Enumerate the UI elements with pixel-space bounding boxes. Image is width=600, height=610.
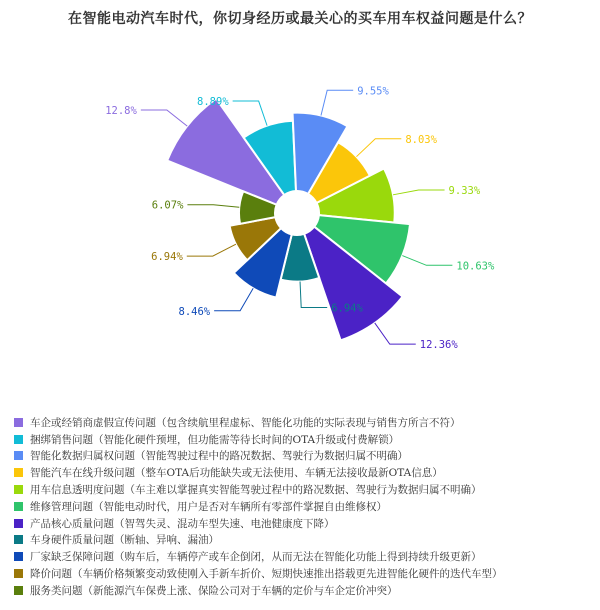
- leader-line-3: [321, 90, 353, 115]
- leader-line-7: [375, 323, 416, 344]
- legend-swatch: [14, 552, 23, 561]
- legend-label: 产品核心质量问题（智驾失灵、混动车型失速、电池健康度下降）: [30, 517, 335, 530]
- data-label-9: 8.46%: [178, 305, 211, 318]
- data-label-6: 10.63%: [456, 260, 495, 273]
- legend-swatch: [14, 519, 23, 528]
- legend-swatch: [14, 468, 23, 477]
- legend-swatch: [14, 535, 23, 544]
- chart-title: 在智能电动汽车时代，你切身经历或最关心的买车用车权益问题是什么？: [68, 11, 532, 27]
- legend-label: 智能汽车在线升级问题（整车OTA后功能缺失或无法使用、车辆无法接收最新OTA信息）: [30, 467, 443, 480]
- leader-line-4: [356, 139, 401, 157]
- legend-label: 降价问题（车辆价格频繁变动致使刚入手新车折价、短期快速推出搭载更先进智能化硬件的迭代车型）: [30, 568, 503, 581]
- legend-item-8[interactable]: [14, 532, 594, 549]
- leader-line-6: [402, 256, 452, 266]
- data-label-7: 12.36%: [419, 339, 458, 352]
- legend-item-3[interactable]: [14, 448, 594, 465]
- chart-slices: [167, 99, 410, 341]
- legend-label: 服务类问题（新能源汽车保费上涨、保险公司对于车辆的定价与车企定价冲突）: [30, 584, 398, 597]
- data-label-1: 12.8%: [105, 104, 137, 117]
- legend-swatch: [14, 586, 23, 595]
- legend-label: 车企或经销商虚假宣传问题（包含续航里程虚标、智能化功能的实际表现与销售方所言不符）: [30, 416, 461, 429]
- legend-item-11[interactable]: [14, 582, 594, 599]
- data-label-11: 6.07%: [151, 199, 184, 212]
- data-label-8: 6.94%: [331, 302, 363, 315]
- leader-line-9: [214, 288, 253, 310]
- legend-label: 捆绑销售问题（智能化硬件预埋，但功能需等待长时间的OTA升级或付费解锁）: [30, 433, 400, 446]
- legend-swatch: [14, 451, 23, 460]
- legend-item-6[interactable]: [14, 498, 594, 515]
- leader-line-2: [233, 101, 267, 126]
- legend-item-5[interactable]: [14, 481, 594, 498]
- data-label-3: 9.55%: [357, 85, 389, 98]
- legend-item-4[interactable]: [14, 464, 594, 481]
- leader-line-10: [187, 244, 236, 256]
- leader-line-1: [141, 110, 187, 126]
- legend-swatch: [14, 418, 23, 427]
- legend-label: 车身硬件质量问题（断轴、异响、漏油）: [30, 534, 219, 547]
- legend-item-2[interactable]: [14, 431, 594, 448]
- legend-label: 智能化数据归属权问题（智能驾驶过程中的路况数据、驾驶行为数据归属不明确）: [30, 450, 408, 463]
- legend-swatch: [14, 569, 23, 578]
- chart-legend: [14, 414, 594, 599]
- legend-item-1[interactable]: [14, 414, 594, 431]
- data-label-4: 8.03%: [405, 133, 437, 146]
- legend-item-10[interactable]: [14, 565, 594, 582]
- legend-item-7[interactable]: [14, 515, 594, 532]
- data-label-5: 9.33%: [448, 184, 481, 197]
- legend-label: 厂家缺乏保障问题（购车后，车辆停产或车企倒闭，从而无法在智能化功能上得到持续升级更新）: [30, 551, 482, 564]
- leader-line-11: [187, 205, 239, 208]
- legend-label: 维修管理问题（智能电动时代，用户是否对车辆所有零部件掌握自由维修权）: [30, 500, 387, 513]
- legend-swatch: [14, 435, 23, 444]
- data-label-2: 8.89%: [197, 96, 229, 109]
- data-label-10: 6.94%: [151, 251, 183, 264]
- leader-line-5: [393, 190, 445, 195]
- legend-label: 用车信息透明度问题（车主难以掌握真实智能驾驶过程中的路况数据、驾驶行为数据归属不明确）: [30, 484, 482, 497]
- legend-item-9[interactable]: [14, 548, 594, 565]
- legend-swatch: [14, 502, 23, 511]
- legend-swatch: [14, 485, 23, 494]
